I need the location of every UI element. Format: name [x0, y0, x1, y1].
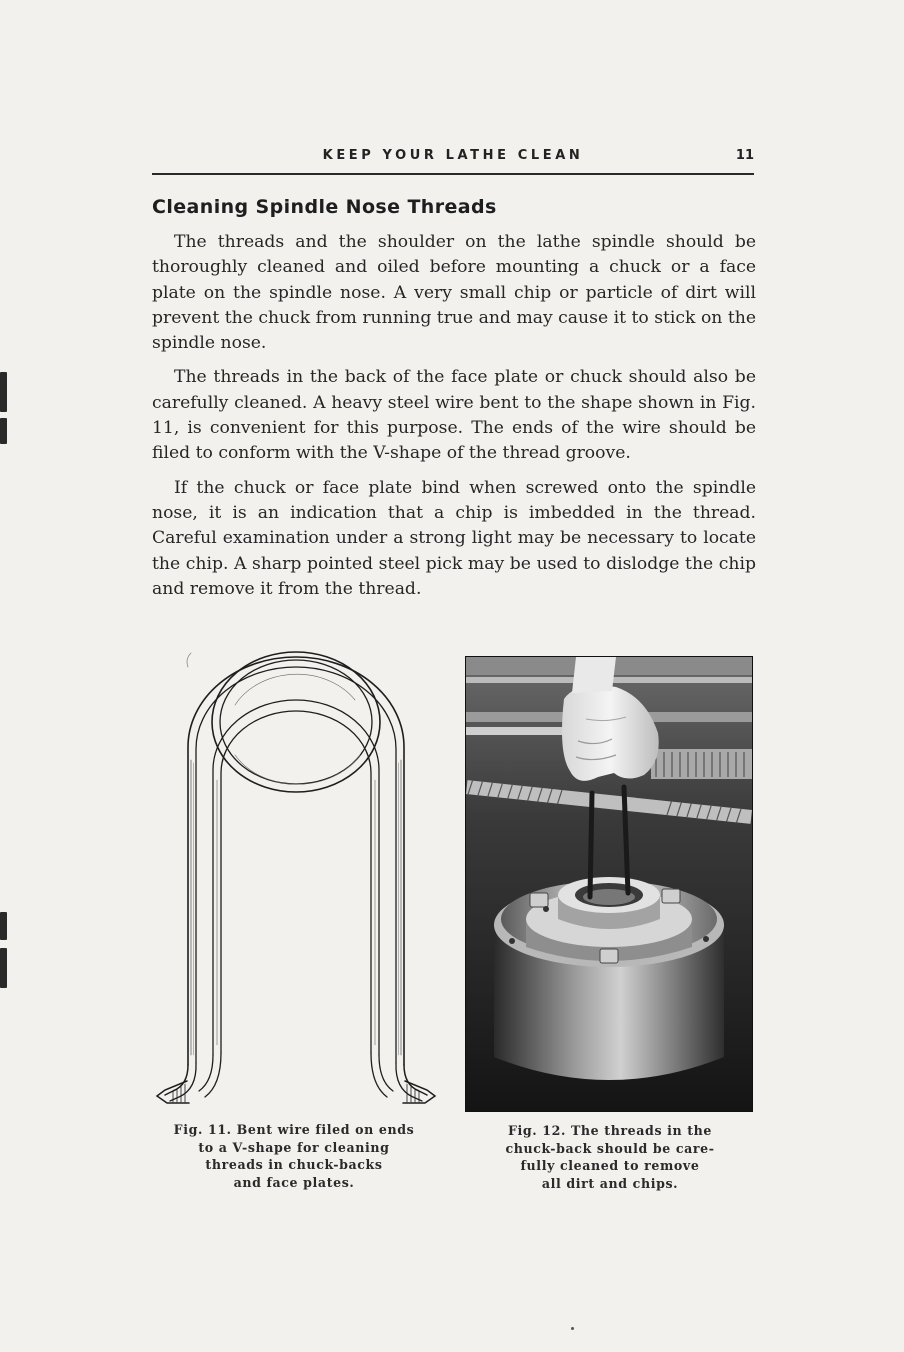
running-head [152, 148, 754, 168]
caption-line: Fig. 11. Bent wire filed on ends [173, 1122, 415, 1137]
fig11-caption [148, 1121, 440, 1191]
chuck-cleaning-photo-icon [465, 656, 753, 1112]
paragraph: If the chuck or face plate bind when screwed onto the spindle nose, it is an indication that a chip is imbedded in the thread. Careful examination under a strong light may be necessary to locate the chip. A sharp pointed steel pick may be used to dislodge the chip and remove it from the thread. [152, 477, 756, 599]
header-rule [152, 173, 754, 175]
running-title: KEEP YOUR LATHE CLEAN [322, 148, 584, 163]
caption-line: threads in chuck-backs [205, 1157, 383, 1172]
binding-mark [0, 372, 7, 412]
page-number: 11 [735, 148, 754, 163]
body-text [152, 230, 756, 611]
binding-mark [0, 418, 7, 444]
caption-line: chuck-back should be care- [505, 1140, 715, 1156]
binding-mark [0, 948, 7, 988]
paper-speck [571, 1327, 574, 1330]
section-heading: Cleaning Spindle Nose Threads [152, 196, 497, 218]
caption-line: and face plates. [233, 1174, 355, 1190]
caption-line: Fig. 12. The threads in the [507, 1123, 713, 1138]
caption-line: fully cleaned to remove [520, 1158, 700, 1173]
binding-mark [0, 912, 7, 940]
paragraph: The threads in the back of the face plate or chuck should also be carefully cleaned. A heavy steel wire bent to the shape shown in Fig. 11, is convenient for this purpose. The ends of the wire should be filed to conform with the V-shape of the thread groove. [152, 367, 756, 464]
fig12-caption [466, 1122, 754, 1192]
caption-line: to a V-shape for cleaning [198, 1139, 390, 1155]
paragraph: The threads and the shoulder on the lathe spindle should be thoroughly cleaned and oiled before mounting a chuck or a face plate on the spindle nose. A very small chip or particle of dirt will prevent the chuck from running true and may cause it to stick on the spindle nose. [152, 232, 756, 354]
caption-line: all dirt and chips. [541, 1175, 679, 1191]
bent-wire-drawing-icon [155, 645, 437, 1105]
